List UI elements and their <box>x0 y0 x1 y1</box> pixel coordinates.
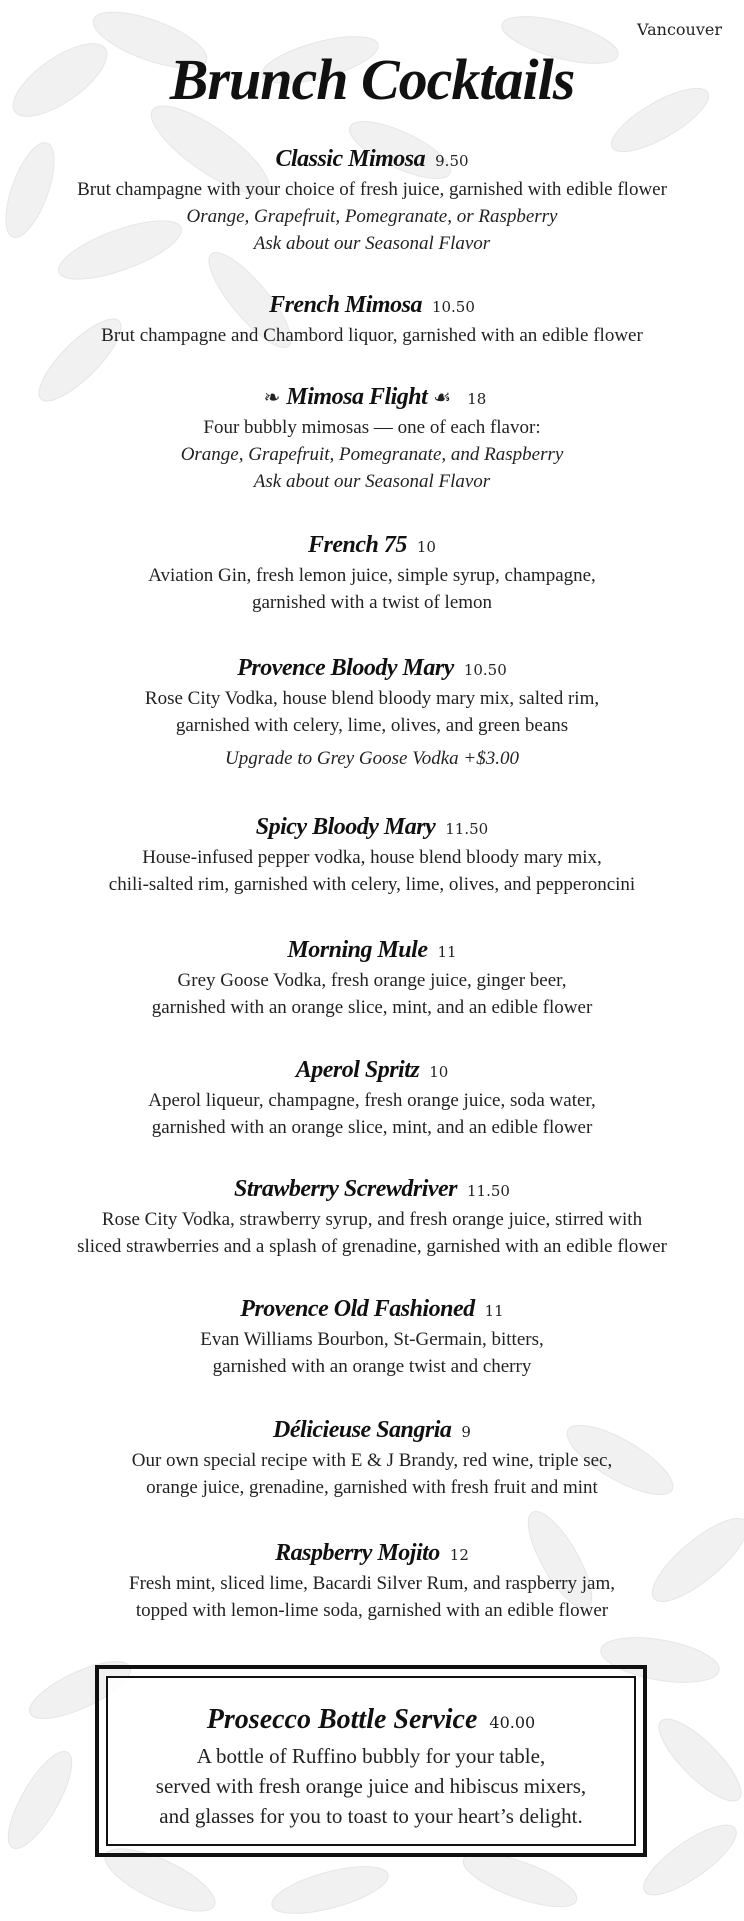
item-description: House-infused pepper vodka, house blend bloody mary mix, <box>142 847 602 868</box>
item-description: Evan Williams Bourbon, St-Germain, bitters, <box>200 1329 544 1350</box>
item-description: chili-salted rim, garnished with celery, lime, olives, and pepperoncini <box>108 874 636 895</box>
menu-item <box>30 530 714 616</box>
menu-item <box>30 1174 714 1260</box>
feature-description: and glasses for you to toast to your heart’s delight. <box>159 1804 583 1828</box>
item-description: topped with lemon-lime soda, garnished with an edible flower <box>135 1600 609 1621</box>
feature-box-inner <box>106 1676 636 1846</box>
item-description: orange juice, grenadine, garnished with fresh fruit and mint <box>146 1477 598 1498</box>
item-upgrade-note: Upgrade to Grey Goose Vodka +$3.00 <box>225 748 519 769</box>
item-price: 11 <box>484 1302 504 1320</box>
item-price: 11.50 <box>467 1182 510 1200</box>
item-description: Brut champagne and Chambord liquor, garnished with an edible flower <box>101 325 643 346</box>
item-name: French 75 <box>308 532 407 558</box>
flourish-left-icon: ❧ <box>263 385 281 409</box>
item-description: sliced strawberries and a splash of grenadine, garnished with an edible flower <box>77 1236 667 1257</box>
item-price: 12 <box>449 1546 469 1564</box>
item-price: 10.50 <box>431 298 475 316</box>
item-description: Rose City Vodka, strawberry syrup, and fresh orange juice, stirred with <box>101 1209 643 1230</box>
item-description: garnished with an orange slice, mint, and an edible flower <box>151 997 593 1018</box>
item-description: garnished with an orange twist and cherry <box>212 1356 532 1377</box>
item-name: Classic Mimosa <box>275 146 426 172</box>
item-price: 10 <box>416 538 436 556</box>
feature-name: Prosecco Bottle Service <box>206 1704 478 1735</box>
feature-price: 40.00 <box>489 1713 536 1732</box>
item-price: 18 <box>467 390 487 408</box>
item-name: Aperol Spritz <box>295 1057 420 1083</box>
flourish-right-icon: ☙ <box>433 385 452 409</box>
menu-item <box>30 382 714 495</box>
item-price: 11.50 <box>445 820 489 838</box>
menu-item <box>30 812 714 898</box>
menu-item <box>30 144 714 257</box>
item-price: 9.50 <box>435 152 469 170</box>
item-description: Rose City Vodka, house blend bloody mary mix, salted rim, <box>144 688 600 709</box>
menu-item <box>30 1294 714 1380</box>
item-name: Provence Old Fashioned <box>240 1296 475 1322</box>
item-note: Ask about our Seasonal Flavor <box>253 233 491 254</box>
location-label: Vancouver <box>637 20 722 39</box>
item-name: Raspberry Mojito <box>275 1540 440 1566</box>
item-description: Aviation Gin, fresh lemon juice, simple syrup, champagne, <box>148 565 596 586</box>
menu-item <box>30 290 714 349</box>
item-name: Provence Bloody Mary <box>237 655 454 681</box>
item-description: Fresh mint, sliced lime, Bacardi Silver Rum, and raspberry jam, <box>129 1573 615 1594</box>
prosecco-feature-box <box>95 1665 647 1857</box>
menu-item <box>30 1415 714 1501</box>
item-name: Morning Mule <box>287 937 428 963</box>
item-price: 9 <box>461 1423 471 1441</box>
item-price: 10 <box>429 1063 449 1081</box>
item-description: garnished with celery, lime, olives, and green beans <box>175 715 569 736</box>
item-name: Mimosa Flight <box>286 384 428 410</box>
item-description: Four bubbly mimosas — one of each flavor: <box>203 417 541 438</box>
item-description: garnished with an orange slice, mint, and an edible flower <box>151 1117 593 1138</box>
item-description: Grey Goose Vodka, fresh orange juice, ginger beer, <box>177 970 567 991</box>
feature-description: served with fresh orange juice and hibiscus mixers, <box>155 1774 587 1798</box>
item-name: Strawberry Screwdriver <box>234 1176 458 1202</box>
item-name: Délicieuse Sangria <box>273 1417 452 1443</box>
item-flavors: Orange, Grapefruit, Pomegranate, or Raspberry <box>186 206 558 227</box>
item-price: 10.50 <box>463 661 507 679</box>
page-title: Brunch Cocktails <box>169 47 575 112</box>
item-name: French Mimosa <box>269 292 422 318</box>
item-flavors: Orange, Grapefruit, Pomegranate, and Raspberry <box>180 444 564 465</box>
menu-item <box>30 935 714 1021</box>
item-description: Our own special recipe with E & J Brandy, red wine, triple sec, <box>131 1450 613 1471</box>
item-description: garnished with a twist of lemon <box>251 592 493 613</box>
menu-item <box>30 1055 714 1141</box>
menu-item <box>30 653 714 772</box>
item-name: Spicy Bloody Mary <box>255 814 436 840</box>
item-note: Ask about our Seasonal Flavor <box>253 471 491 492</box>
feature-description: A bottle of Ruffino bubbly for your table, <box>196 1744 546 1768</box>
item-price: 11 <box>437 943 457 961</box>
menu-item <box>30 1538 714 1624</box>
item-description: Aperol liqueur, champagne, fresh orange juice, soda water, <box>148 1090 596 1111</box>
item-description: Brut champagne with your choice of fresh juice, garnished with edible flower <box>77 179 667 200</box>
